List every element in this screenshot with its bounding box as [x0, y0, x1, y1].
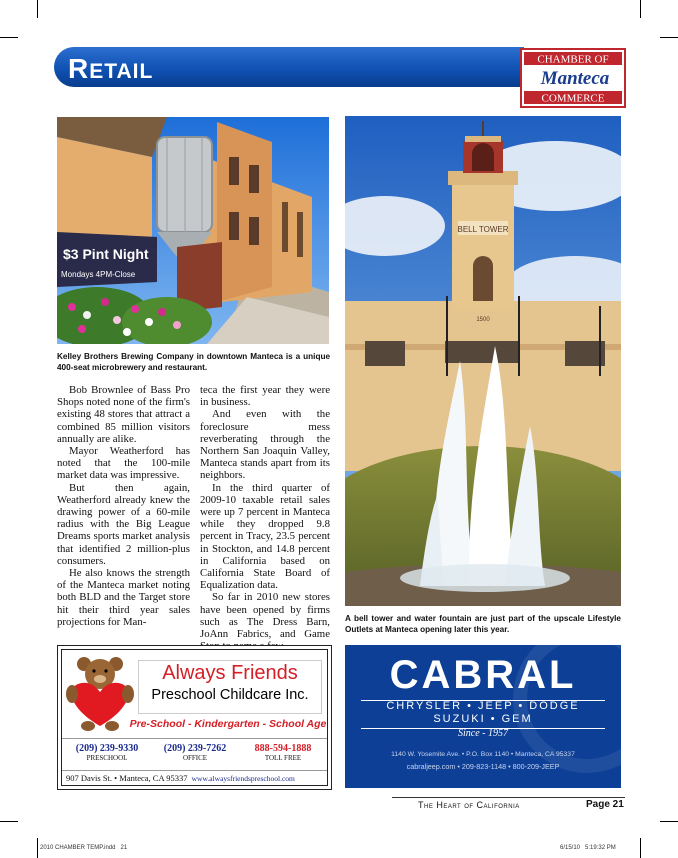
- brewery-photo-caption: Kelley Brothers Brewing Company in downtown Manteca is a unique 400-seat microbrewery and restaurant.: [57, 352, 330, 372]
- cabral-since: Since - 1957: [458, 728, 508, 739]
- article-paragraph: In the third quarter of 2009-10 taxable retail sales were up 7 percent in Manteca while they dropped 9.8 percent in Tracy, 23.5 percent in Stockton, and 14.8 percent in California based on California State Board of Equalization data.: [200, 481, 330, 592]
- building-address: 1500: [476, 317, 490, 323]
- preschool-phone-office[interactable]: [152, 743, 238, 762]
- cabral-address: 1140 W. Yosemite Ave. • P.O. Box 1140 • Manteca, CA 95337: [391, 751, 575, 758]
- preschool-name-line1: Always Friends: [162, 662, 298, 684]
- crop-mark: [660, 821, 678, 822]
- teddy-bear-heart-icon: [64, 654, 136, 732]
- article-paragraph: So far in 2010 new stores have been opened by firms such as The Dress Barn, JoAnn Fabrics, and Game: [200, 591, 330, 641]
- article-column-2: [200, 384, 330, 652]
- article-paragraph: He also knows the strength of the Manteca market noting both BLD and the Target store hit their third year sales projections for Man-: [57, 567, 190, 628]
- crop-mark: [37, 0, 38, 18]
- preschool-address-rule: [62, 770, 327, 771]
- preschool-phone-rule: [62, 738, 327, 739]
- crop-mark: [0, 821, 18, 822]
- preschool-phone-preschool[interactable]: [64, 743, 150, 762]
- cabral-ad[interactable]: [345, 645, 621, 788]
- article-paragraph: Bob Brownlee of Bass Pro Shops noted none of the firm's existing 48 stores that attract a combined 85 million visitors annually are alike.: [57, 384, 190, 445]
- chamber-logo-line2: COMMERCE: [541, 92, 605, 105]
- phone-label: PRESCHOOL: [86, 754, 128, 762]
- fountain-photo-caption: A bell tower and water fountain are just part of the upscale Lifestyle Outlets at Manteca opening later this year.: [345, 614, 621, 634]
- article-column-1: [57, 384, 190, 628]
- footer-rule: [392, 797, 625, 798]
- article-paragraph: And even with the foreclosure mess reverberating through the Northern San Joaquin Valley, Manteca stands apart from its neighbors.: [200, 408, 330, 482]
- cabral-name: CABRAL: [389, 653, 577, 697]
- slug-filename: 2010 CHAMBER TEMP.indd 21: [40, 845, 128, 851]
- footer-publication: The Heart of California: [418, 800, 520, 810]
- section-title-initial: R: [68, 53, 90, 84]
- crop-mark: [37, 838, 38, 858]
- preschool-phone-tollfree[interactable]: [240, 743, 326, 762]
- phone-number: (209) 239-7262: [163, 743, 227, 754]
- preschool-ad[interactable]: [57, 645, 332, 790]
- phone-label: OFFICE: [182, 754, 208, 762]
- cabral-contact[interactable]: cabraljeep.com • 209-823-1148 • 800-209-JEEP: [406, 762, 560, 771]
- footer-page-number: Page 21: [586, 799, 624, 810]
- section-title: [68, 53, 153, 85]
- phone-label: TOLL FREE: [264, 754, 302, 762]
- preschool-footer: [66, 773, 326, 783]
- chamber-logo-line1: CHAMBER OF: [537, 53, 609, 66]
- preschool-address: 907 Davis St. • Manteca, CA 95337: [66, 773, 188, 783]
- brewery-photo: [57, 117, 329, 344]
- preschool-ad-inner: [61, 649, 328, 786]
- chamber-logo: [520, 48, 626, 108]
- crop-mark: [640, 838, 641, 858]
- banner-sign-text: $3 Pint Night: [63, 246, 149, 262]
- crop-mark: [660, 37, 678, 38]
- banner-sign-subtext: Mondays 4PM-Close: [61, 270, 136, 279]
- preschool-name-box: [138, 660, 322, 714]
- bell-tower-photo: [345, 116, 621, 606]
- crop-mark: [640, 0, 641, 18]
- preschool-programs: Pre-School - Kindergarten - School Age: [129, 718, 327, 730]
- chamber-logo-script: Manteca: [540, 68, 610, 89]
- tower-sign: BELL TOWER: [457, 225, 509, 234]
- phone-number: (209) 239-9330: [75, 743, 139, 754]
- article-paragraph: But then again, Weatherford already knew the drawing power of a 60-mile radius with the Big League Dreams sports market analysis that identified 2 million-plus consumers.: [57, 481, 190, 567]
- cabral-brands-line2: SUZUKI • GEM: [433, 713, 533, 725]
- preschool-website-link[interactable]: www.alwaysfriendspreschool.com: [191, 774, 295, 783]
- article-paragraph-continued: teca the first year they were in business.: [200, 384, 330, 409]
- crop-mark: [0, 37, 18, 38]
- slug-timestamp: 6/15/10 5:19:32 PM: [560, 845, 616, 851]
- article-paragraph: Mayor Weatherford has noted that the 100-mile market data was impressive.: [57, 445, 190, 482]
- cabral-brands-line1: CHRYSLER • JEEP • DODGE: [386, 700, 580, 712]
- preschool-name-line2: Preschool Childcare Inc.: [151, 687, 309, 703]
- phone-number: 888-594-1888: [254, 743, 312, 754]
- section-title-rest: ETAIL: [89, 60, 154, 83]
